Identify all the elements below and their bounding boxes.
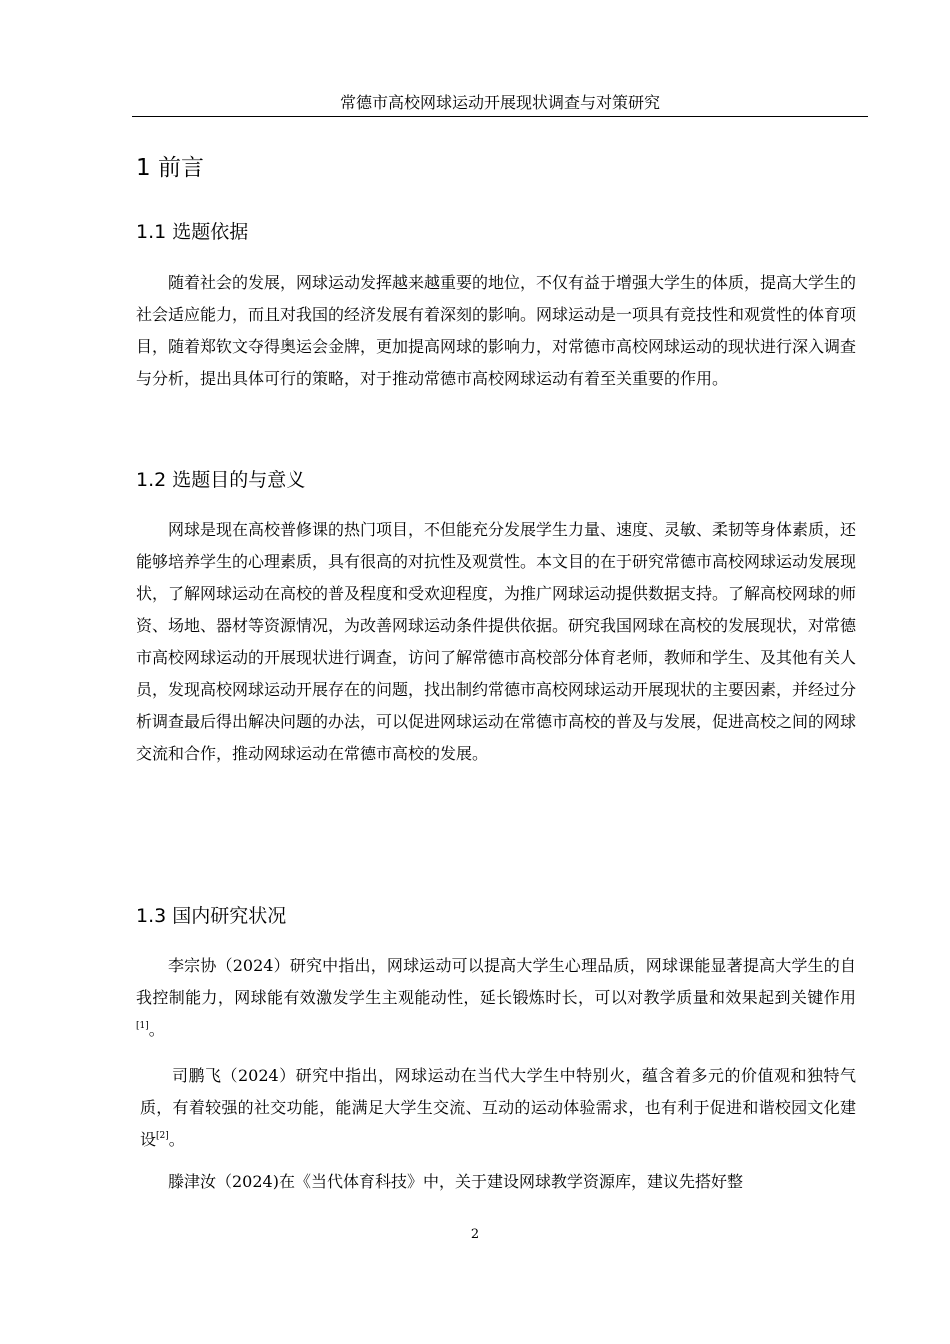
paragraph-end-punct: 。 <box>168 1130 185 1149</box>
paragraph-text: 司鹏飞（2024）研究中指出，网球运动在当代大学生中特别火，蕴含着多元的价值观和独特气质，有着较强的社交功能，能满足大学生交流、互动的运动体验需求，也有利于促进和谐校园文化建设 <box>140 1066 856 1149</box>
paragraph-end-punct: 。 <box>148 1020 165 1039</box>
running-header-title: 常德市高校网球运动开展现状调查与对策研究 <box>339 93 660 112</box>
section-heading-1-2: 1.2 选题目的与意义 <box>136 469 306 491</box>
header-rule <box>132 116 868 117</box>
citation-marker: [1] <box>136 1021 149 1031</box>
section-heading-1-3: 1.3 国内研究状况 <box>136 905 287 927</box>
paragraph-purpose-significance: 网球是现在高校普修课的热门项目，不但能充分发展学生力量、速度、灵敏、柔韧等身体素质，还能够培养学生的心理素质，具有很高的对抗性及观赏性。本文目的在于研究常德市高校网球运动发展现状，了解网球运动在高校的普及程度和受欢迎程度，为推广网球运动提供数据支持。了解高校网球的师资、场地、器材等资源情况，为改善网球运动条件提供依据。研究我国网球在高校的发展现状，对常德市高校网球运动的开展现状进行调查，访问了解常德市高校部分体育老师，教师和学生、及其他有关人员，发现高校网球运动开展存在的问题，找出制约常德市高校网球运动开展现状的主要因素，并经过分析调查最后得出解决问题的办法，可以促进网球运动在常德市高校的普及与发展，促进高校之间的网球交流和合作，推动网球运动在常德市高校的发展。 <box>136 520 857 763</box>
paragraph-text: 李宗协（2024）研究中指出，网球运动可以提高大学生心理品质，网球课能显著提高大学生的自我控制能力，网球能有效激发学生主观能动性，延长锻炼时长，可以对教学质量和效果起到关键作用 <box>136 956 856 1007</box>
page-number: 2 <box>470 1227 480 1242</box>
paragraph-research-si <box>140 1060 856 1156</box>
paragraph-research-teng: 滕津汝（2024)在《当代体育科技》中，关于建设网球教学资源库，建议先搭好整 <box>168 1172 743 1191</box>
paragraph-research-li <box>136 950 856 1046</box>
chapter-title: 1 前言 <box>136 155 204 181</box>
paragraph-selection-basis: 随着社会的发展，网球运动发挥越来越重要的地位，不仅有益于增强大学生的体质，提高大学生的社会适应能力，而且对我国的经济发展有着深刻的影响。网球运动是一项具有竞技性和观赏性的体育项目，随着郑钦文夺得奥运会金牌，更加提高网球的影响力，对常德市高校网球运动的现状进行深入调查与分析，提出具体可行的策略，对于推动常德市高校网球运动有着至关重要的作用。 <box>136 273 857 388</box>
section-heading-1-1: 1.1 选题依据 <box>136 221 249 243</box>
citation-marker: [2] <box>156 1131 169 1141</box>
